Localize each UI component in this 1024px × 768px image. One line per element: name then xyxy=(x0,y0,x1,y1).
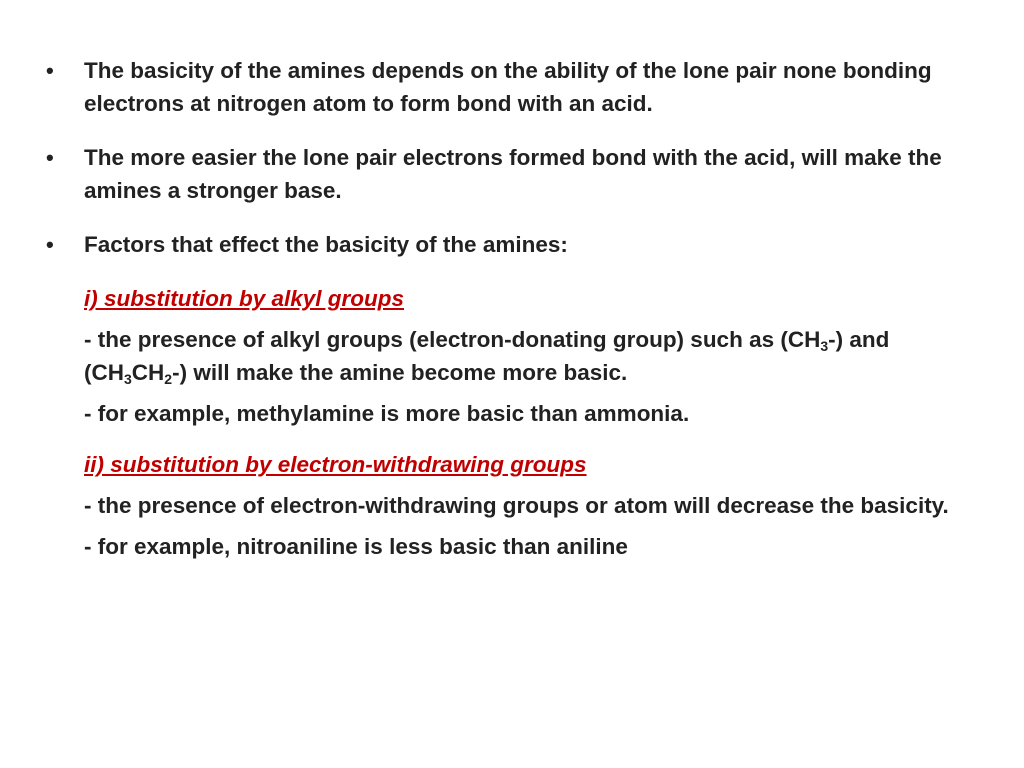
alkyl-text-part: - the presence of alkyl groups (electron-donating group) such as (CH xyxy=(84,327,821,352)
section-heading-withdrawing: ii) substitution by electron-withdrawing groups xyxy=(84,452,587,477)
alkyl-explanation xyxy=(44,323,994,389)
bullet-icon: • xyxy=(46,145,54,170)
subscript: 3 xyxy=(124,371,132,387)
bullet-text: Factors that effect the basicity of the amines: xyxy=(84,232,568,257)
subscript: 3 xyxy=(820,338,829,354)
alkyl-text-part: -) will make the amine become more basic. xyxy=(172,360,628,385)
withdrawing-example: - for example, nitroaniline is less basic than aniline xyxy=(84,534,628,559)
bullet-text: The more easier the lone pair electrons formed bond with the acid, will make the amines a stronger base. xyxy=(84,145,942,203)
bullet-item-factors xyxy=(44,228,994,261)
subscript: 2 xyxy=(164,371,173,387)
section-heading-alkyl: i) substitution by alkyl groups xyxy=(84,286,405,311)
bullet-text: The basicity of the amines depends on the ability of the lone pair none bonding electrons at nitrogen atom to form bond with an acid. xyxy=(84,58,932,116)
slide-body xyxy=(44,54,994,571)
bullet-item-stronger-base xyxy=(44,141,994,207)
bullet-icon: • xyxy=(46,232,54,257)
withdrawing-explanation: - the presence of electron-withdrawing groups or atom will decrease the basicity. xyxy=(84,493,949,518)
bullet-item-basicity-definition xyxy=(44,54,994,120)
alkyl-text-part: CH xyxy=(131,360,165,385)
bullet-icon: • xyxy=(46,58,54,83)
alkyl-example: - for example, methylamine is more basic than ammonia. xyxy=(84,401,690,426)
alkyl-text-part: -) and (CH xyxy=(84,327,890,385)
